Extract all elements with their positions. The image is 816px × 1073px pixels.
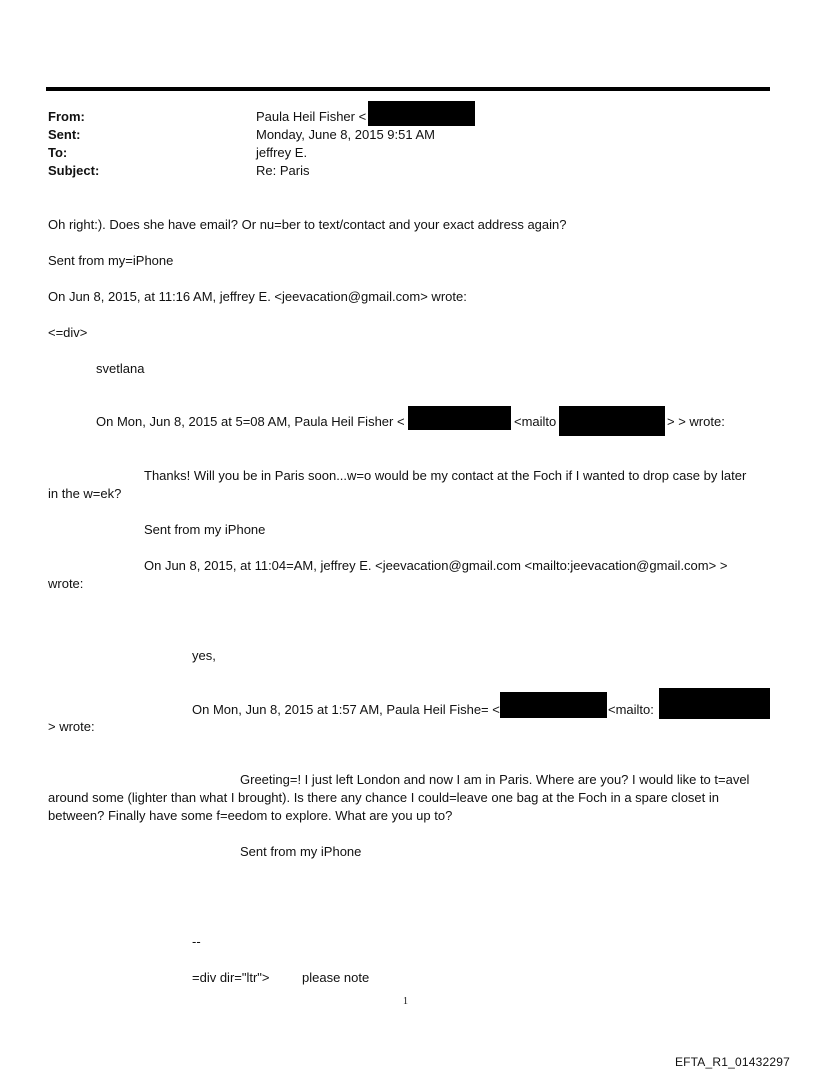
quoted-attribution: On Mon, Jun 8, 2015 at 5=08 AM, Paula Heil Fisher < bbox=[96, 414, 405, 429]
redaction-block bbox=[500, 692, 607, 718]
redaction-block bbox=[368, 101, 475, 126]
body-line: On Jun 8, 2015, at 11:16 AM, jeffrey E. <jeevacation@gmail.com> wrote: bbox=[48, 289, 467, 304]
quoted-line: svetlana bbox=[96, 361, 145, 376]
quoted-attribution: On Jun 8, 2015, at 11:04=AM, jeffrey E. <jeevacation@gmail.com <mailto:jeevacation@gmail.com> > bbox=[144, 558, 728, 573]
body-line: <=div> bbox=[48, 325, 88, 340]
quoted-paragraph: Thanks! Will you be in Paris soon...w=o would be my contact at the Foch if I wanted to drop case by later bbox=[144, 468, 747, 483]
from-value: Paula Heil Fisher < bbox=[256, 109, 367, 124]
quoted-paragraph-cont: around some (lighter than what I brought). Is there any chance I could=leave one bag at the Foch in a spare closet in bbox=[48, 790, 719, 805]
sent-label: Sent: bbox=[48, 127, 81, 142]
body-line: Sent from my=iPhone bbox=[48, 253, 174, 268]
redaction-block bbox=[659, 688, 770, 719]
subject-label: Subject: bbox=[48, 163, 100, 178]
quoted-attribution-cont: > wrote: bbox=[48, 719, 95, 734]
quoted-line: please note bbox=[302, 970, 370, 985]
quoted-line: Sent from my iPhone bbox=[240, 844, 362, 859]
mailto-text: <mailto bbox=[514, 414, 557, 429]
wrote-text: > > wrote: bbox=[667, 414, 725, 429]
document-id: EFTA_R1_01432297 bbox=[674, 1055, 790, 1069]
page-number: 1 bbox=[403, 996, 408, 1007]
signature-dash: -- bbox=[192, 934, 201, 949]
quoted-paragraph: Greeting=! I just left London and now I am in Paris. Where are you? I would like to t=avel bbox=[240, 772, 750, 787]
quoted-paragraph-cont: between? Finally have some f=eedom to explore. What are you up to? bbox=[48, 808, 453, 823]
from-label: From: bbox=[48, 109, 85, 124]
subject-value: Re: Paris bbox=[256, 163, 310, 178]
quoted-paragraph-cont: in the w=ek? bbox=[48, 486, 122, 501]
mailto-text: <mailto: bbox=[608, 702, 654, 717]
to-label: To: bbox=[48, 145, 68, 160]
html-fragment: =div dir="ltr"> bbox=[192, 970, 270, 985]
to-value: jeffrey E. bbox=[256, 145, 308, 160]
quoted-line: Sent from my iPhone bbox=[144, 522, 266, 537]
sent-value: Monday, June 8, 2015 9:51 AM bbox=[256, 127, 435, 142]
redaction-block bbox=[559, 406, 665, 436]
quoted-attribution-cont: wrote: bbox=[48, 576, 84, 591]
redaction-block bbox=[408, 406, 511, 430]
quoted-line: yes, bbox=[192, 648, 216, 663]
body-line: Oh right:). Does she have email? Or nu=ber to text/contact and your exact address again? bbox=[48, 217, 567, 232]
header-divider bbox=[46, 87, 770, 91]
quoted-attribution: On Mon, Jun 8, 2015 at 1:57 AM, Paula Heil Fishe= < bbox=[192, 702, 500, 717]
